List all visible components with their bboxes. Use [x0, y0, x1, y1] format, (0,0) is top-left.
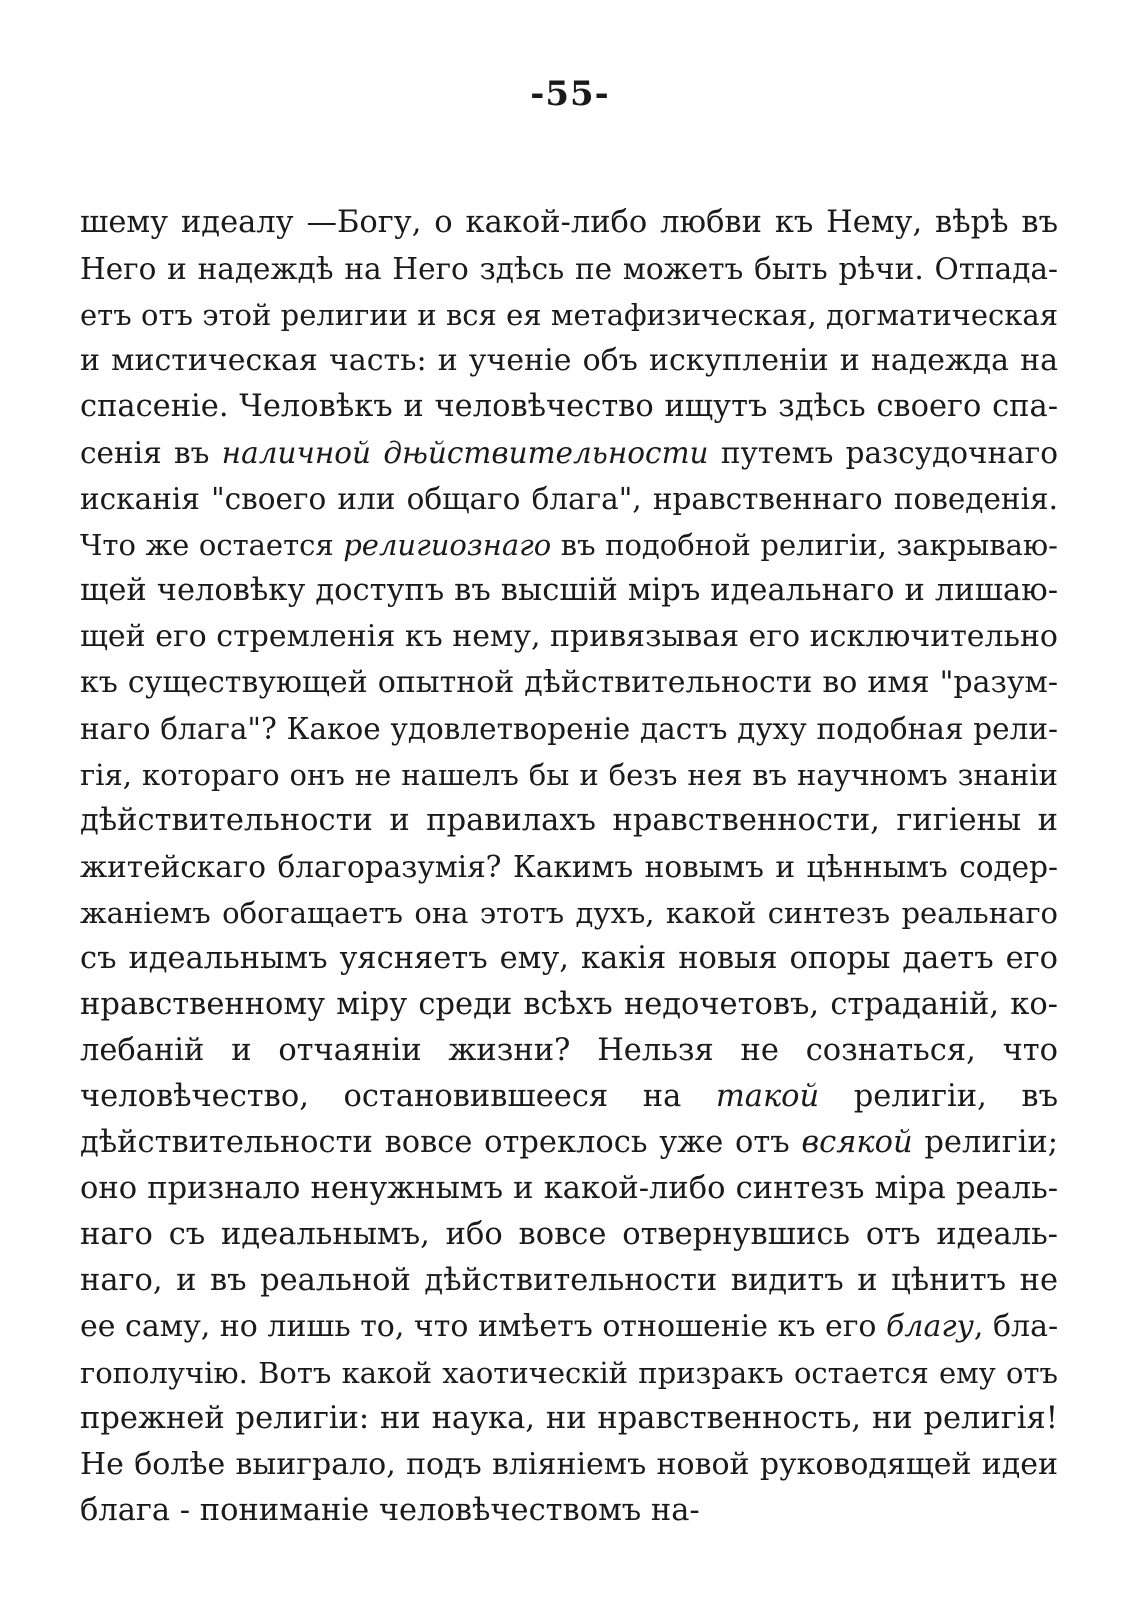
body-text [80, 200, 1058, 1534]
text-line [80, 522, 1058, 568]
text-run: щей его стремленія къ нему, привязывая его исключительно [80, 619, 1058, 654]
italic-text: такой [715, 1079, 820, 1114]
text-line [80, 292, 1058, 338]
text-run: Него и надеждѣ на Него здѣсь пе можетъ быть рѣчи. Отпада- [80, 252, 1058, 286]
text-line [80, 1258, 1058, 1304]
text-run: гополучію. Вотъ какой хаотическій призракъ остается ему отъ [80, 1356, 1058, 1390]
text-line [80, 1120, 1058, 1166]
text-line [80, 568, 1058, 614]
text-line [80, 1396, 1058, 1442]
text-line [80, 1304, 1058, 1350]
text-run: прежней религіи: ни наука, ни нравственность, ни религія! [80, 1401, 1058, 1436]
text-run: сенія въ [80, 436, 222, 470]
text-line [80, 200, 1058, 246]
text-run: гія, котораго онъ не нашелъ бы и безъ нея въ научномъ знаніи [80, 758, 1058, 792]
text-run: житейскаго благоразумія? Какимъ новымъ и цѣннымъ содер- [80, 850, 1058, 884]
text-run: етъ отъ этой религии и вся ея метафизическая, догматическая [80, 298, 1058, 332]
text-line [80, 982, 1058, 1028]
text-line [80, 1028, 1058, 1074]
text-line [80, 430, 1058, 476]
text-run: наго блага"? Какое удовлетвореніе дастъ духу подобная рели- [80, 712, 1058, 746]
text-line [80, 752, 1058, 798]
text-run: наго съ идеальнымъ, ибо вовсе отвернувшись отъ идеаль- [80, 1217, 1058, 1252]
text-line [80, 1166, 1058, 1212]
text-run: человѣчество, остановившееся на [80, 1079, 716, 1114]
italic-text: благу [886, 1309, 974, 1344]
italic-text: религиознаго [343, 528, 552, 562]
text-run: и мистическая часть: и ученіе объ искупленіи и надежда на [80, 343, 1058, 378]
text-run: религіи, въ [819, 1079, 1058, 1114]
text-line [80, 614, 1058, 660]
text-line [80, 246, 1058, 292]
text-run: съ идеальнымъ уясняетъ ему, какія новыя опоры даетъ его [80, 941, 1058, 976]
text-run: путемъ разсудочнаго [708, 436, 1058, 470]
text-line [80, 798, 1058, 844]
text-line [80, 476, 1058, 522]
text-run: къ существующей опытной дѣйствительности во имя "разум- [80, 665, 1058, 700]
text-line [80, 936, 1058, 982]
text-run: щей человѣку доступъ въ высшій міръ идеальнаго и лишаю- [80, 573, 1058, 608]
text-line [80, 1488, 1058, 1534]
text-line [80, 1212, 1058, 1258]
text-run: Что же остается [80, 528, 344, 562]
text-line [80, 1442, 1058, 1488]
text-run: въ подобной религіи, закрываю- [551, 528, 1058, 562]
text-run: нравственному міру среди всѣхъ недочетовъ, страданій, ко- [80, 987, 1058, 1022]
text-run: наго, и въ реальной дѣйствительности видитъ и цѣнитъ не [80, 1263, 1058, 1298]
text-run: религіи; [912, 1125, 1059, 1160]
text-run: ее саму, но лишь то, что имѣетъ отношеніе къ его [80, 1309, 887, 1344]
text-run: блага - пониманіе человѣчествомъ на- [80, 1493, 700, 1528]
text-run: спасеніе. Человѣкъ и человѣчество ищутъ здѣсь своего спа- [80, 389, 1058, 424]
text-run: оно признало ненужнымъ и какой-либо синтезъ міра реаль- [80, 1171, 1058, 1206]
italic-text: всякой [801, 1125, 913, 1160]
page-number: -55- [530, 74, 610, 114]
text-line [80, 706, 1058, 752]
text-run: дѣйствительности вовсе отреклось уже отъ [80, 1125, 802, 1160]
text-line [80, 890, 1058, 936]
text-run: Не болѣе выиграло, подъ вліяніемъ новой руководящей идеи [80, 1447, 1058, 1482]
text-run: жаніемъ обогащаетъ она этотъ духъ, какой синтезъ реальнаго [80, 896, 1058, 930]
text-line [80, 660, 1058, 706]
text-run: шему идеалу —Богу, о какой-либо любви къ Нему, вѣрѣ въ [80, 205, 1058, 240]
text-line [80, 338, 1058, 384]
italic-text: наличной дњйствительности [221, 436, 709, 470]
text-run: лебаній и отчаяніи жизни? Нельзя не сознаться, что [80, 1033, 1058, 1068]
text-line [80, 1074, 1058, 1120]
text-line [80, 844, 1058, 890]
text-run: дѣйствительности и правилахъ нравственности, гигіены и [80, 803, 1058, 838]
text-line [80, 1350, 1058, 1396]
text-run: , бла- [973, 1309, 1059, 1344]
text-run: исканія "своего или общаго блага", нравственнаго поведенія. [80, 482, 1058, 516]
text-line [80, 384, 1058, 430]
